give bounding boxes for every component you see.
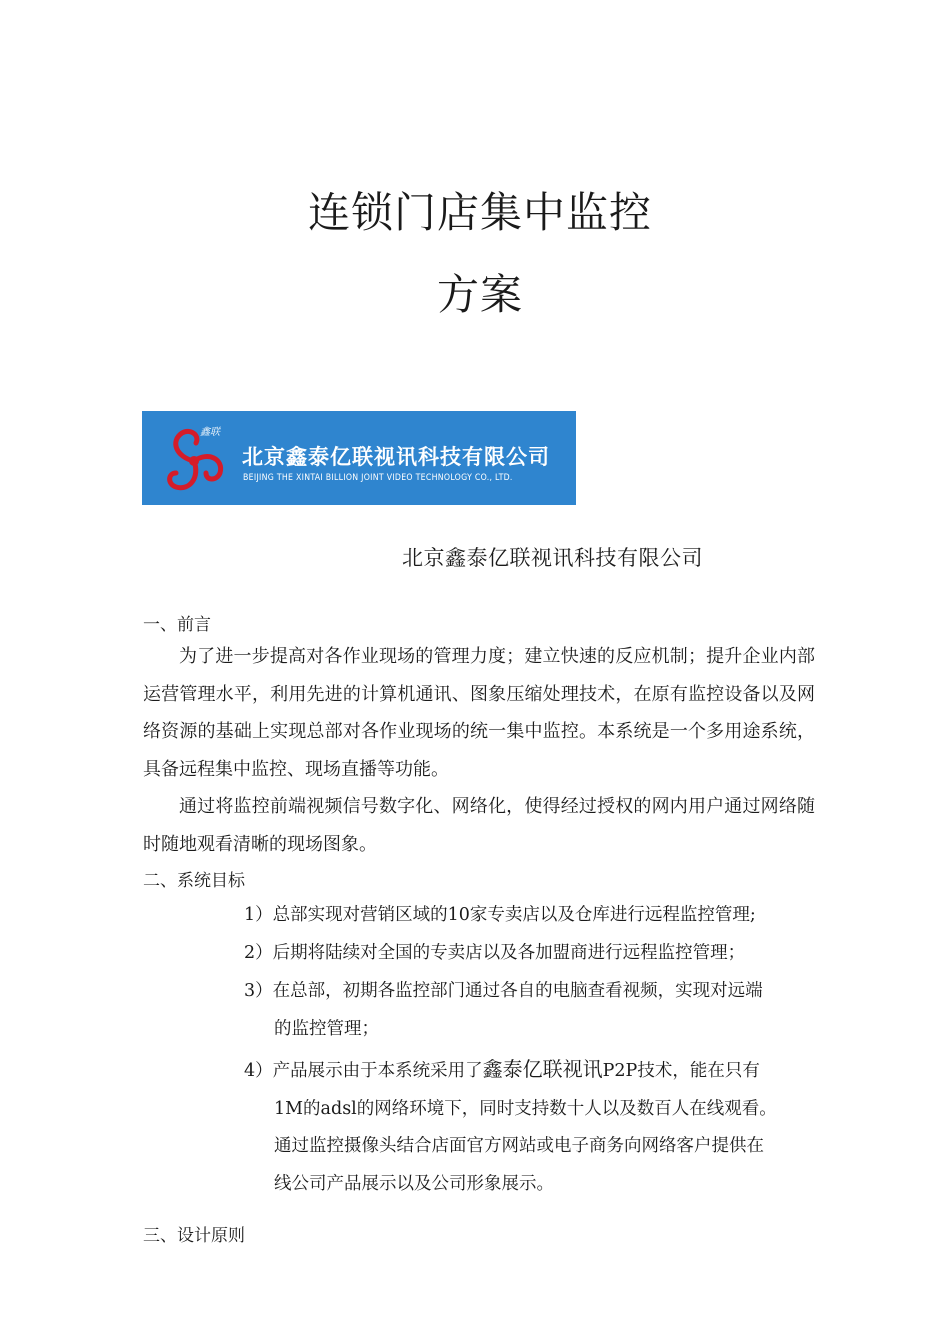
goal-item-1 [244,897,816,935]
preface-paragraph-1: 为了进一步提高对各作业现场的管理力度；建立快速的反应机制；提升企业内部运营管理水平，利用先进的计算机通讯、图象压缩处理技术，在原有监控设备以及网络资源的基础上实现总部对各作业现场的统一集中监控。本系统是一个多用途系统，具备远程集中监控、现场直播等功能。 [143,646,815,780]
goal-item-3 [244,973,816,1048]
preface-paragraph-2: 通过将监控前端视频信号数字化、网络化，使得经过授权的网内用户通过网络随时随地观看清晰的现场图象。 [143,796,815,855]
goal-item-text-tech: P2P技术，能在只有 [602,1061,760,1081]
company-name: 北京鑫泰亿联视讯科技有限公司 [402,546,703,570]
document-title-line2: 方案 [436,270,523,319]
goal-item-text: 产品展示由于本系统采用了 [272,1061,483,1081]
goal-item-brand-text: 鑫泰亿联视讯 [482,1057,603,1081]
goal-item-number: 3） [244,981,273,1001]
goal-item-text-continued: 的监控管理； [274,1018,379,1039]
section-heading-preface: 一、前言 [143,615,211,635]
goal-item-text-line2: 1M的adsl的网络环境下，同时支持数十人以及数百人在线观看。 [274,1098,777,1119]
goal-item-2 [244,935,816,973]
goal-item-number: 1） [244,905,273,925]
goal-item-text: 在总部，初期各监控部门通过各自的电脑查看视频，实现对远端 [272,981,763,1001]
logo-company-name-en: BEIJING THE XINTAI BILLION JOINT VIDEO TECHNOLOGY CO., LTD. [243,473,513,483]
goal-item-text-line4: 线公司产品展示以及公司形象展示。 [274,1173,554,1194]
goal-item-number: 4） [244,1061,273,1081]
section-heading-goals: 二、系统目标 [143,871,245,891]
logo-badge-text: 鑫联 [200,427,220,438]
goal-item-4 [244,1051,816,1203]
document-title: 连锁门店集中监控 [307,188,652,237]
triskelion-logo-icon [156,421,234,497]
goal-item-text: 总部实现对营销区域的10家专卖店以及仓库进行远程监控管理; [272,905,756,925]
goal-item-text-line3: 通过监控摄像头结合店面官方网站或电子商务向网络客户提供在 [274,1136,764,1156]
logo-company-name-cn: 北京鑫泰亿联视讯科技有限公司 [242,445,550,469]
goal-item-number: 2） [244,943,273,963]
section-heading-design-principles: 三、设计原则 [143,1226,245,1246]
company-logo-banner [142,411,576,505]
goal-item-text: 后期将陆续对全国的专卖店以及各加盟商进行远程监控管理； [272,943,746,963]
